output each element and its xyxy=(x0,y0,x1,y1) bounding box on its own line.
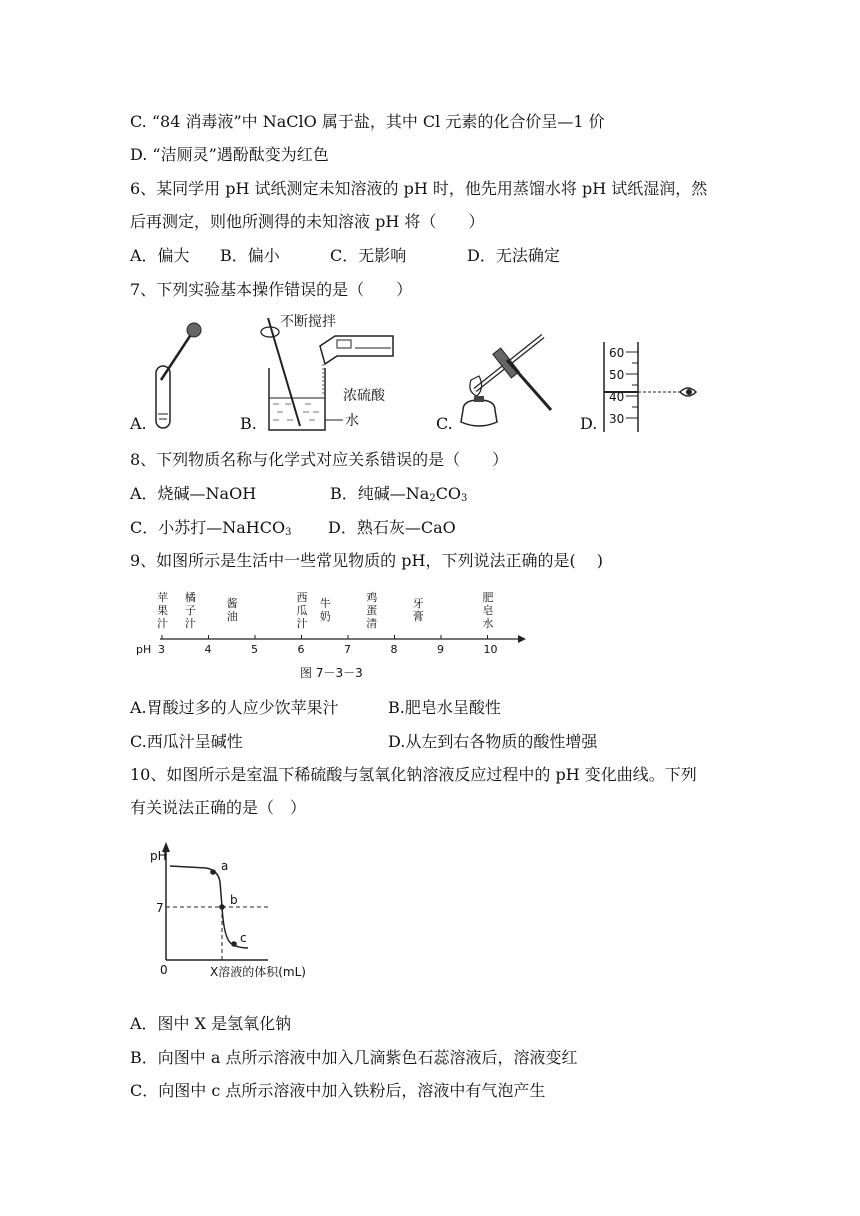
point-c-label: c xyxy=(240,931,247,945)
ph-substance-label xyxy=(413,597,424,623)
ph-substance-char: 子 xyxy=(184,604,196,617)
q8-option-d: D．熟石灰—CaO xyxy=(328,518,456,537)
q8-option-c-text: C．小苏打—NaHCO xyxy=(130,518,286,537)
cylinder-tick-label: 40 xyxy=(609,390,625,404)
q8-option-b-subscript: 3 xyxy=(461,493,468,504)
ph-substance-char: 水 xyxy=(482,617,494,630)
graph-y-label: pH xyxy=(150,849,167,863)
q8-option-c xyxy=(130,516,291,545)
q10-stem-line1: 10、如图所示是室温下稀硫酸与氢氧化钠溶液反应过程中的 pH 变化曲线。下列 xyxy=(130,765,697,784)
ph-substance-char: 奶 xyxy=(319,610,331,623)
q7-figure-d-cylinder xyxy=(600,338,700,434)
ph-tick-label: 3 xyxy=(158,643,165,656)
ph-substance-char: 肥 xyxy=(482,591,494,604)
q7-figB-acid-label: 浓硫酸 xyxy=(343,388,385,404)
beaker xyxy=(269,368,325,430)
graph-seven-label: 7 xyxy=(156,901,164,915)
ph-substance-char: 牛 xyxy=(319,597,331,610)
q8-option-c-subscript: 3 xyxy=(285,527,292,538)
dropper-tube xyxy=(161,336,190,380)
ph-substance-char: 皂 xyxy=(482,604,494,617)
point-a-label: a xyxy=(221,859,229,873)
q7-label-c: C. xyxy=(436,414,453,433)
ph-tick-label: 5 xyxy=(251,643,258,656)
ph-tick-label: 8 xyxy=(390,643,398,656)
q9-option-a: A.胃酸过多的人应少饮苹果汁 xyxy=(130,698,339,717)
point-c xyxy=(231,941,237,947)
ph-substance-char: 膏 xyxy=(412,610,424,623)
q9-option-b: B.肥皂水呈酸性 xyxy=(388,698,501,717)
q6-option-a: A．偏大 xyxy=(130,246,190,265)
cylinder-tick-label: 50 xyxy=(609,368,625,382)
q8-option-b-text: CO xyxy=(435,484,462,503)
q10-option-a: A．图中 X 是氢氧化钠 xyxy=(130,1014,292,1033)
q7-figure-b-dilution xyxy=(255,308,400,433)
ph-substance-label xyxy=(320,596,331,623)
q10-option-b: B．向图中 a 点所示溶液中加入几滴紫色石蕊溶液后，溶液变红 xyxy=(130,1048,578,1067)
ph-substance-char: 鸡 xyxy=(366,591,378,604)
acid-bottle xyxy=(320,336,393,364)
q6-option-b: B．偏小 xyxy=(220,246,280,265)
q10-option-c: C．向图中 c 点所示溶液中加入铁粉后，溶液中有气泡产生 xyxy=(130,1081,546,1100)
q8-option-b-text: B．纯碱—Na xyxy=(330,484,430,503)
point-b-label: b xyxy=(230,893,238,907)
ph-substance-label xyxy=(297,591,308,630)
point-b xyxy=(219,904,225,910)
q7-figB-water-label: 水 xyxy=(345,413,359,429)
ph-substance-char: 橘 xyxy=(184,591,196,604)
q8-option-b-subscript: 2 xyxy=(429,493,436,504)
q9-figure-caption: 图 7－3－3 xyxy=(300,666,363,680)
q7-label-a: A. xyxy=(130,414,147,433)
q9-option-d: D.从左到右各物质的酸性增强 xyxy=(388,732,598,751)
q5-option-c: C. “84 消毒液”中 NaClO 属于盐，其中 Cl 元素的化合价呈—1 价 xyxy=(130,112,605,131)
ph-tick-label: 7 xyxy=(344,643,351,656)
q6-stem-line1: 6、某同学用 pH 试纸测定未知溶液的 pH 时，他先用蒸馏水将 pH 试纸湿润，然 xyxy=(130,179,708,198)
cylinder-tick-label: 60 xyxy=(609,346,625,360)
q8-stem: 8、下列物质名称与化学式对应关系错误的是（ ） xyxy=(130,450,509,469)
ph-substance-char: 汁 xyxy=(157,617,168,630)
ph-substance-char: 汁 xyxy=(296,617,308,630)
q9-option-c: C.西瓜汁呈碱性 xyxy=(130,732,243,751)
ph-substance-char: 油 xyxy=(226,610,238,623)
ph-substance-label xyxy=(227,596,238,623)
graph-origin-label: 0 xyxy=(160,963,168,977)
ph-substance-label xyxy=(185,590,196,630)
ph-substance-label xyxy=(483,591,494,630)
q7-figB-stir-label: 不断搅拌 xyxy=(280,314,336,330)
q10-stem-line2: 有关说法正确的是（ ） xyxy=(130,798,307,817)
ph-axis-arrow xyxy=(518,635,526,643)
q9-stem: 9、如图所示是生活中一些常见物质的 pH，下列说法正确的是( ) xyxy=(130,551,604,570)
ph-substance-char: 酱 xyxy=(226,597,238,610)
ph-substance-label xyxy=(157,590,168,630)
ph-substance-label xyxy=(366,590,377,630)
q6-stem-line2: 后再测定，则他所测得的未知溶液 pH 将（ ） xyxy=(130,212,485,231)
ph-substance-char: 清 xyxy=(366,617,378,630)
ph-substance-char: 瓜 xyxy=(296,604,308,617)
ph-substance-char: 汁 xyxy=(184,617,196,630)
ph-substance-char: 果 xyxy=(157,604,168,617)
q7-figure-a-dropper xyxy=(148,318,208,433)
q7-figure-c-heating xyxy=(455,318,560,433)
point-a xyxy=(210,869,216,875)
ph-substance-char: 蛋 xyxy=(366,604,378,617)
ph-tick-label: 10 xyxy=(483,643,498,656)
q7-label-b: B. xyxy=(240,414,257,433)
graph-x-label: X溶液的体积(mL) xyxy=(210,965,306,979)
q6-option-d: D．无法确定 xyxy=(467,246,560,265)
dropper-bulb xyxy=(187,323,201,337)
alcohol-lamp xyxy=(461,400,497,426)
q6-option-c: C．无影响 xyxy=(330,246,407,265)
q9-ph-scale-figure xyxy=(130,585,530,685)
ph-tick-label: 9 xyxy=(437,643,444,656)
ph-substance-char: 牙 xyxy=(412,597,424,610)
cylinder-tick-label: 30 xyxy=(609,412,625,426)
ph-substance-char: 西 xyxy=(296,591,308,604)
q7-label-d: D. xyxy=(580,414,598,433)
ph-tick-label: 6 xyxy=(297,643,305,656)
ph-axis-label: pH xyxy=(136,643,152,656)
glass-rod xyxy=(268,318,300,426)
q5-option-d: D. “洁厕灵”遇酚酞变为红色 xyxy=(130,145,329,164)
q8-option-b xyxy=(330,482,467,511)
q7-stem: 7、下列实验基本操作错误的是（ ） xyxy=(130,280,413,299)
ph-substance-char: 苹 xyxy=(157,591,168,604)
q10-ph-curve-graph xyxy=(140,840,340,985)
q8-option-a: A．烧碱—NaOH xyxy=(130,484,257,503)
ph-tick-label: 4 xyxy=(204,643,212,656)
